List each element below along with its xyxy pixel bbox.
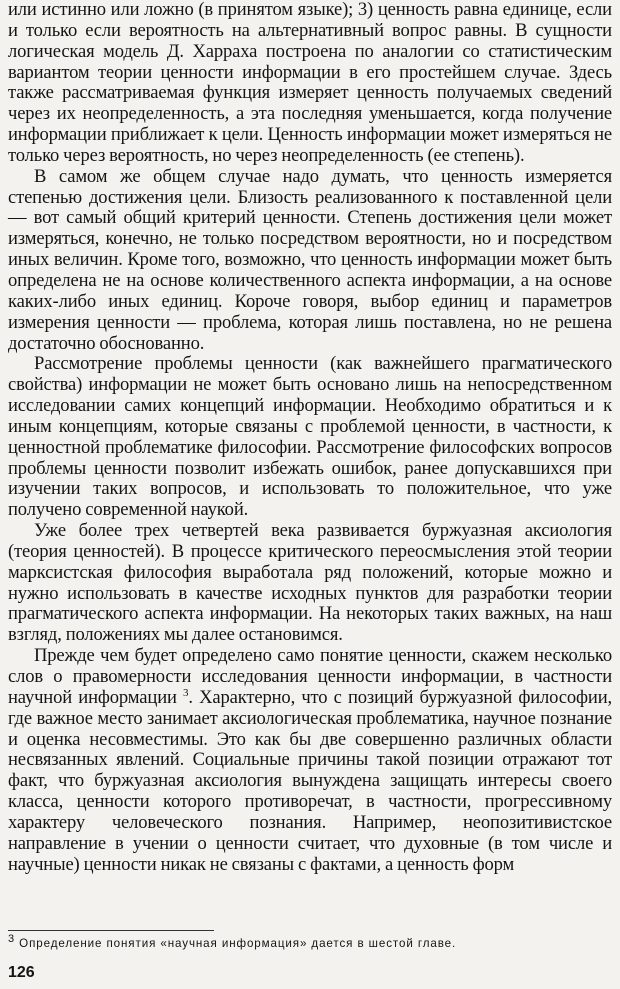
paragraph-4: Уже более трех четвертей века развивается буржуазная аксиология (теория ценностей). В процессе критического переосмысления этой теории марксистская философия выработала ряд положений, которые можно и нужно использовать в качестве исходных пунктов для разработки теории прагматического аспекта информации. На некоторых таких важных, на наш взгляд, положениях мы далее остановимся. xyxy=(8,520,612,646)
footnote-text: Определение понятия «научная информация» дается в шестой главе. xyxy=(19,937,457,950)
paragraph-5 xyxy=(8,646,612,875)
paragraph-2: В самом же общем случае надо думать, что ценность измеряется степенью достижения цели. Близость реализованного к поставленной цели — вот самый общий критерий ценности. Степень достижения цели может измеряться, конечно, не только посредством вероятности, но и посредством иных величин. Кроме того, возможно, что ценность информации может быть определена не на основе количественного аспекта информации, а на основе каких-либо иных единиц. Короче говоря, выбор единиц и параметров измерения ценности — проблема, которая лишь поставлена, но не решена достаточно обоснованно. xyxy=(8,165,612,354)
paragraph-5-end: . Характерно, что с позиций буржуазной философии, где важное место занимает аксиологическая проблематика, научное познание и оценка несовместимы. Это как бы две совершенно различных области несвязанных явлений. Социальные причины такой позиции отражают тот факт, что буржуазная аксиология вынуждена защищать интересы своего класса, ценности которого противоречат, в частности, прогрессивному характеру человеческого познания. Например, неопозитивистское направление в учении о ценности считает, что духовные (в том числе и научные) ценности никак не связаны с фактами, а ценность форм xyxy=(8,686,613,875)
footnote-reference-mark: 3 xyxy=(183,686,189,699)
footnote xyxy=(8,933,612,950)
page-number: 126 xyxy=(8,964,35,981)
paragraph-3: Рассмотрение проблемы ценности (как важнейшего прагматического свойства) информации не может быть основано лишь на непосредственном исследовании самих концепций информации. Необходимо обратиться и к иным концепциям, которые связаны с проблемой ценности, в частности, к ценностной проблематике философии. Рассмотрение философских вопросов проблемы ценности позволит избежать ошибок, ранее допускавшихся при изучении таких вопросов, и использовать то положительное, что уже получено современной наукой. xyxy=(8,353,612,521)
paragraph-5-start: Прежде чем будет определено само понятие ценности, скажем несколько слов о правомерности исследования ценности информации, в частности научной информации xyxy=(8,645,612,708)
body-text xyxy=(8,0,612,875)
paragraph-1: или истинно или ложно (в принятом языке); 3) ценность равна единице, если и только если вероятность на альтернативный вопрос равны. В сущности логическая модель Д. Харраха построена по аналогии со статистическим вариантом теории ценности информации в его простейшем случае. Здесь также рассматриваемая функция измеряет ценность получаемых сведений через их неопределенность, а эта последняя уменьшается, когда получение информации приближает к цели. Ценность информации может измеряться не только через вероятность, но через неопределенность (ее степень). xyxy=(8,0,612,166)
footnote-divider xyxy=(8,930,214,931)
footnote-mark: 3 xyxy=(8,933,16,946)
